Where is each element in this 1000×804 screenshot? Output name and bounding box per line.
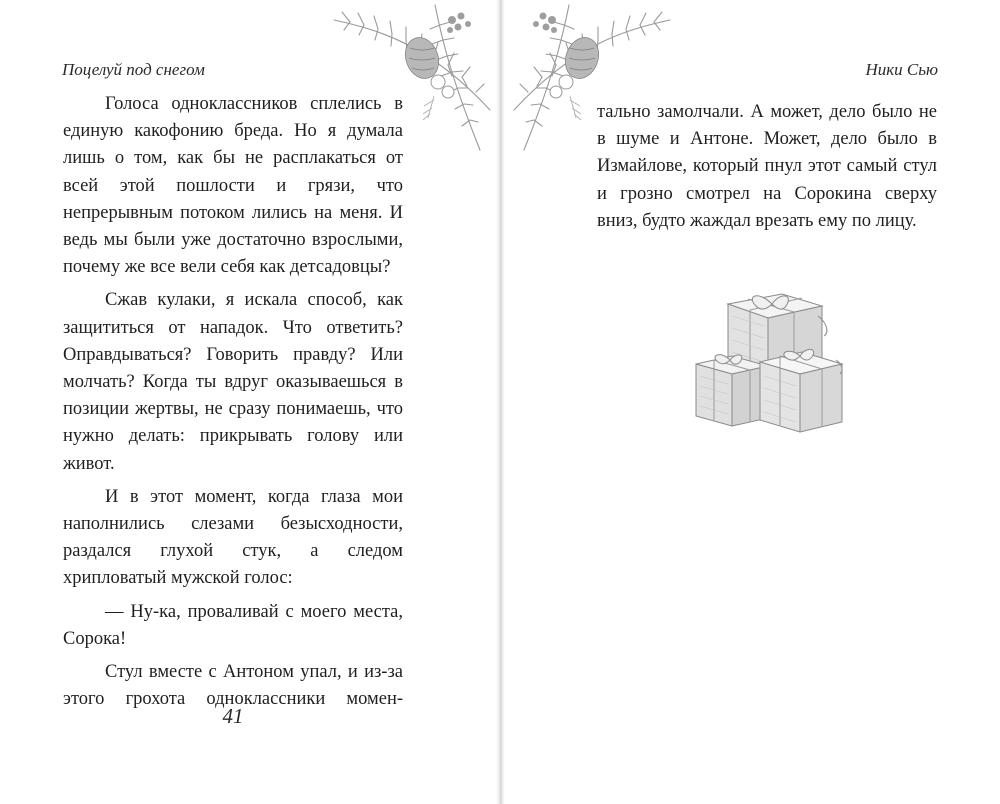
- paragraph: Голоса одноклассников сплелись в единую какофонию бреда. Но я думала лишь о том, как бы не расплакаться от всей этой пошлости и грязи, что непрерывным потоком лились на меня. И ведь мы были уже достаточно взрослыми, почему же все вели себя как детсадовцы?: [63, 94, 403, 278]
- paragraph: Сжав кулаки, я искала способ, как защититься от нападок. Что ответить? Оправдываться? Говорить правду? Или молчать? Когда ты вдруг оказываешься в позиции жертвы, не сразу понимаешь, что нужно делать: прикрывать голову или живот.: [63, 290, 403, 474]
- gift-boxes-icon: [690, 276, 850, 436]
- running-head-title: Поцелуй под снегом: [62, 60, 205, 79]
- paragraph: тально замолчали. А может, дело было не в шуме и Антоне. Может, дело было в Измайлове, который пнул этот самый стул и грозно смотрел на Сорокина сверху вниз, будто жаждал врезать ему по лицу.: [597, 102, 937, 231]
- pine-branch-icon: [504, 0, 674, 160]
- left-page-text: [63, 91, 403, 719]
- running-head-author: Ники Сью: [865, 60, 938, 79]
- paragraph: Стул вместе с Антоном упал, и из-за этого грохота одноклассники момен-: [63, 662, 403, 710]
- pine-branch-icon: [330, 0, 500, 160]
- paragraph: — Ну-ка, проваливай с моего места, Сорока!: [63, 601, 403, 649]
- page-number: 41: [222, 704, 244, 728]
- paragraph: И в этот момент, когда глаза мои наполнились слезами безысходности, раздался глухой стук, а следом хрипловатый мужской голос:: [63, 486, 403, 589]
